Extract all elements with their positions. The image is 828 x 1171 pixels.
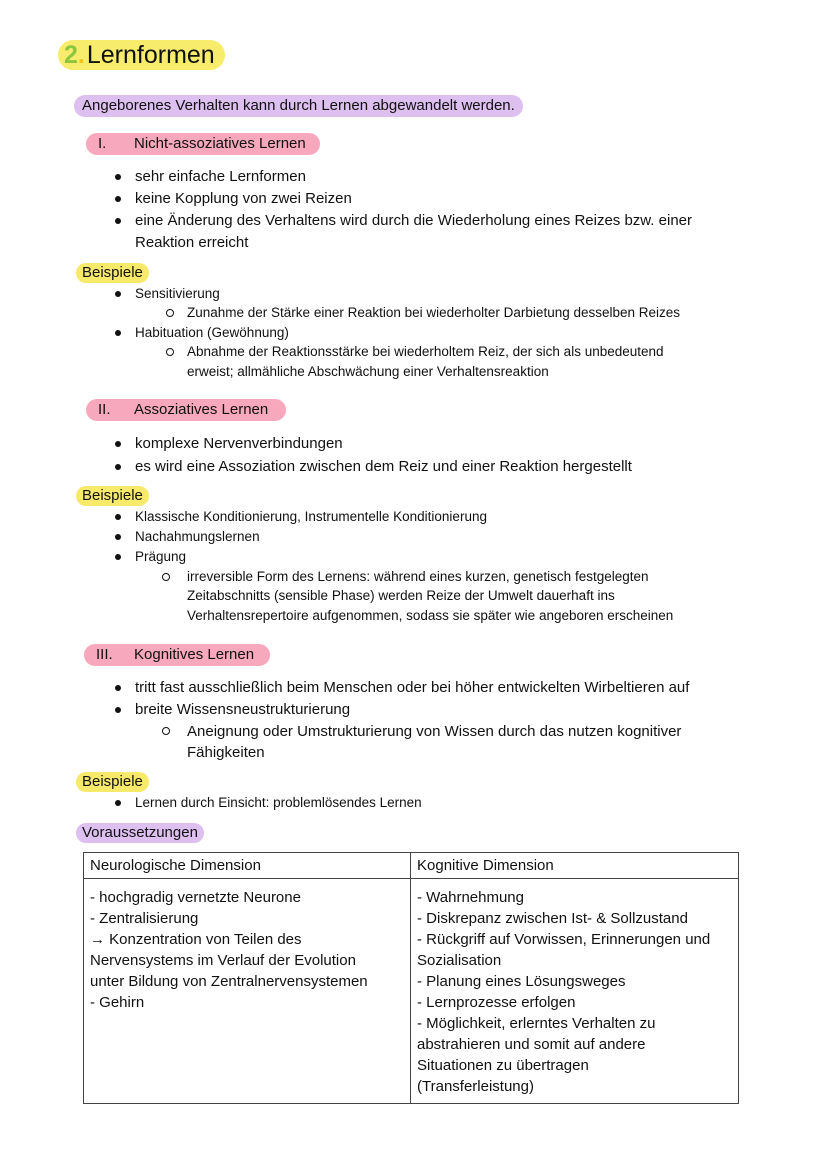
list-item: tritt fast ausschließlich beim Menschen oder bei höher entwickelten Wirbeltieren auf xyxy=(135,679,690,696)
cell-line: - hochgradig vernetzte Neurone xyxy=(90,889,301,906)
section-heading-3 xyxy=(84,644,270,666)
intro-statement: Angeborenes Verhalten kann durch Lernen abgewandelt werden. xyxy=(74,95,523,117)
list-subitem-continuation: Fähigkeiten xyxy=(187,744,265,761)
section-title: Kognitives Lernen xyxy=(134,646,255,663)
page-title xyxy=(58,40,225,70)
sub-bullet-icon xyxy=(162,727,170,735)
bullet-icon xyxy=(115,330,121,336)
section-numeral: II. xyxy=(98,401,111,418)
table-cell-cognitive xyxy=(411,879,739,1104)
sub-bullet-icon xyxy=(166,309,174,317)
cell-line: - Rückgriff auf Vorwissen, Erinnerungen und xyxy=(417,931,711,948)
section-title: Assoziatives Lernen xyxy=(134,401,269,418)
table-header-neurological: Neurologische Dimension xyxy=(84,853,411,879)
examples-label: Beispiele xyxy=(76,263,149,283)
cell-line: Sozialisation xyxy=(417,952,502,969)
bullet-icon xyxy=(115,514,121,520)
cell-line: Situationen zu übertragen xyxy=(417,1057,589,1074)
bullet-icon xyxy=(115,441,121,447)
list-item: keine Kopplung von zwei Reizen xyxy=(135,190,352,207)
cell-line: - Zentralisierung xyxy=(90,910,199,927)
cell-line: - Möglichkeit, erlerntes Verhalten zu xyxy=(417,1015,656,1032)
examples-label: Beispiele xyxy=(76,486,149,506)
bullet-icon xyxy=(115,464,121,470)
list-item: komplexe Nervenverbindungen xyxy=(135,435,343,452)
example-subitem-continuation: Verhaltensrepertoire aufgenommen, sodass sie später wie angeboren erscheinen xyxy=(187,608,674,623)
example-item: Prägung xyxy=(135,549,187,564)
example-subitem-continuation: Zeitabschnitts (sensible Phase) werden Reize der Umwelt dauerhaft ins xyxy=(187,588,615,603)
cell-line: unter Bildung von Zentralnervensystemen xyxy=(90,973,368,990)
cell-line: abstrahieren und somit auf andere xyxy=(417,1036,646,1053)
bullet-icon xyxy=(115,196,121,202)
list-item: eine Änderung des Verhaltens wird durch die Wiederholung eines Reizes bzw. einer xyxy=(135,212,692,229)
bullet-icon xyxy=(115,800,121,806)
bullet-icon xyxy=(115,218,121,224)
example-item: Lernen durch Einsicht: problemlösendes Lernen xyxy=(135,795,422,810)
table-row xyxy=(84,879,739,1104)
list-item-continuation: Reaktion erreicht xyxy=(135,234,249,251)
cell-line: Nervensystems im Verlauf der Evolution xyxy=(90,952,356,969)
section-heading-1 xyxy=(86,133,320,155)
cell-line: - Gehirn xyxy=(90,994,145,1011)
bullet-icon xyxy=(115,707,121,713)
title-dot: . xyxy=(77,41,85,69)
example-subitem: Zunahme der Stärke einer Reaktion bei wiederholter Darbietung desselben Reizes xyxy=(187,305,681,320)
bullet-icon xyxy=(115,554,121,560)
cell-line: → Konzentration von Teilen des xyxy=(90,931,302,948)
title-text: Lernformen xyxy=(86,41,215,69)
cell-line: - Planung eines Lösungsweges xyxy=(417,973,626,990)
section-title: Nicht-assoziatives Lernen xyxy=(134,135,306,152)
section-numeral: III. xyxy=(96,646,113,663)
section-numeral: I. xyxy=(98,135,107,152)
example-item: Sensitivierung xyxy=(135,286,220,301)
bullet-icon xyxy=(115,685,121,691)
table-cell-neurological xyxy=(84,879,411,1104)
cell-line: - Diskrepanz zwischen Ist- & Sollzustand xyxy=(417,910,688,927)
example-item: Nachahmungslernen xyxy=(135,529,260,544)
cell-line: - Wahrnehmung xyxy=(417,889,524,906)
list-item: sehr einfache Lernformen xyxy=(135,168,306,185)
bullet-icon xyxy=(115,174,121,180)
section-heading-2 xyxy=(86,399,286,421)
list-subitem: Aneignung oder Umstrukturierung von Wissen durch das nutzen kognitiver xyxy=(187,723,682,740)
sub-bullet-icon xyxy=(166,348,174,356)
list-item: breite Wissensneustrukturierung xyxy=(135,701,351,718)
requirements-label: Voraussetzungen xyxy=(76,823,204,843)
bullet-icon xyxy=(115,291,121,297)
example-item: Habituation (Gewöhnung) xyxy=(135,325,289,340)
bullet-icon xyxy=(115,534,121,540)
requirements-table xyxy=(83,852,739,1104)
example-subitem: Abnahme der Reaktionsstärke bei wiederholtem Reiz, der sich als unbedeutend xyxy=(187,344,664,359)
cell-line: - Lernprozesse erfolgen xyxy=(417,994,576,1011)
table-header-row xyxy=(84,853,739,879)
example-subitem: irreversible Form des Lernens: während eines kurzen, genetisch festgelegten xyxy=(187,569,649,584)
table-header-cognitive: Kognitive Dimension xyxy=(411,853,739,879)
examples-label: Beispiele xyxy=(76,772,149,792)
sub-bullet-icon xyxy=(162,573,170,581)
example-subitem-continuation: erweist; allmähliche Abschwächung einer Verhaltensreaktion xyxy=(187,364,549,379)
title-number: 2 xyxy=(64,41,78,69)
list-item: es wird eine Assoziation zwischen dem Reiz und einer Reaktion hergestellt xyxy=(135,458,632,475)
example-item: Klassische Konditionierung, Instrumentelle Konditionierung xyxy=(135,509,487,524)
cell-line: (Transferleistung) xyxy=(417,1078,534,1095)
